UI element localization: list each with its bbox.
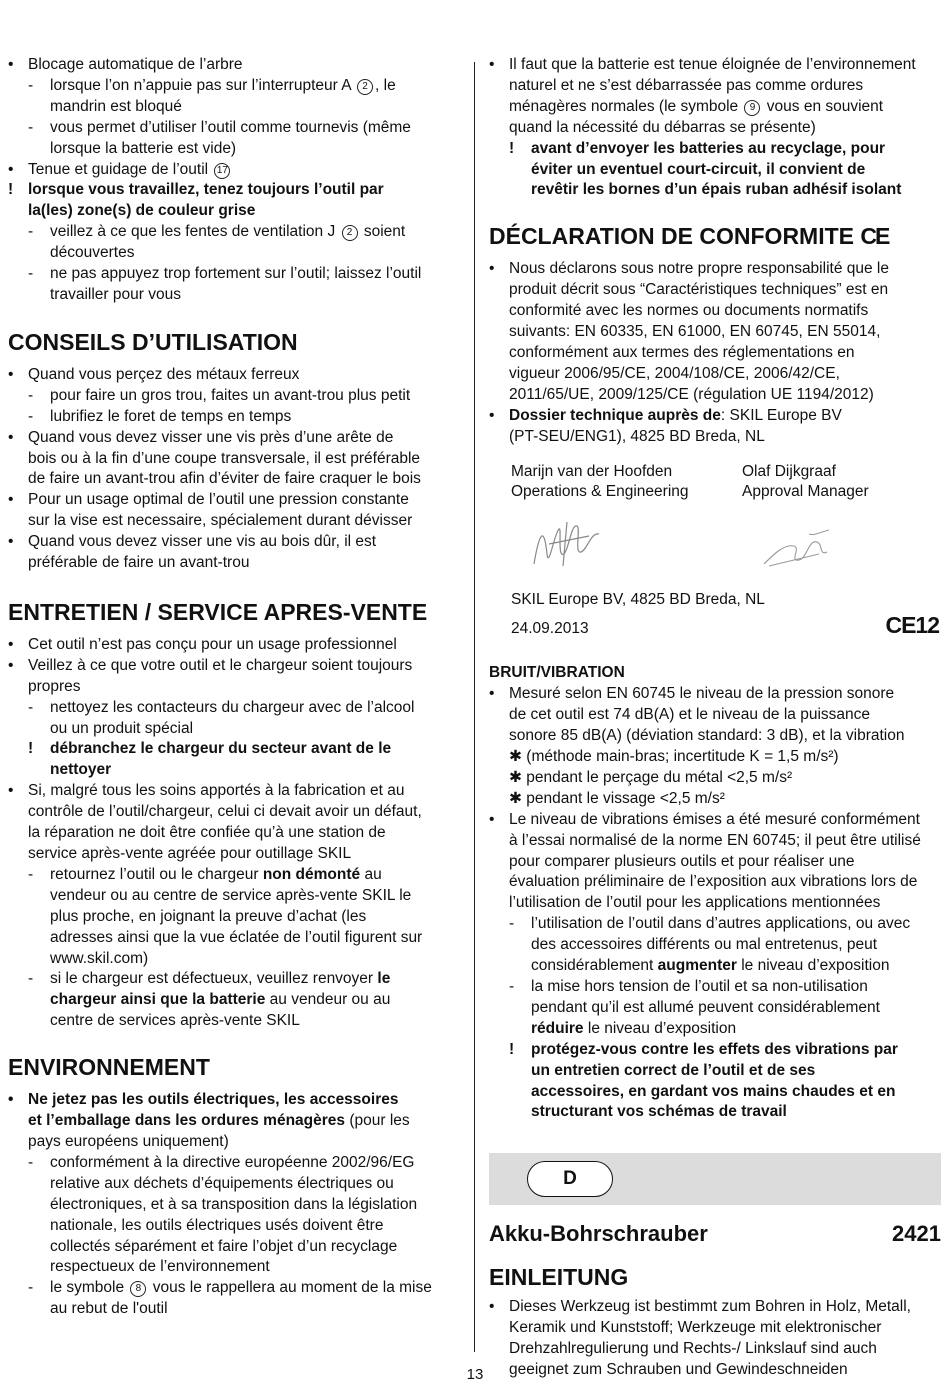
- text: la mise hors tension de l’outil et sa non-utilisation: [531, 978, 868, 995]
- date-text: 24.09.2013: [511, 620, 589, 638]
- bold-text: réduire: [531, 1019, 584, 1037]
- text: ✱ pendant le perçage du métal <2,5 m/s²: [509, 768, 793, 786]
- bold-text: augmenter: [657, 957, 737, 975]
- text: considérablement: [531, 957, 654, 975]
- text: de cet outil est 74 dB(A) et le niveau de la puissance: [509, 706, 871, 724]
- list-item: [8, 55, 460, 76]
- conseils-section: [8, 365, 460, 574]
- text: soient: [363, 223, 406, 241]
- text: Nous déclarons sous notre propre responsabilité que le: [509, 260, 889, 278]
- signatory-role: Approval Manager: [742, 483, 869, 501]
- list-item: [8, 1278, 460, 1299]
- text: Pour un usage optimal de l’outil une pression constante: [28, 491, 409, 509]
- conseils-heading: CONSEILS D’UTILISATION: [8, 328, 298, 355]
- text: www.skil.com): [50, 949, 149, 967]
- text: nettoyer: [50, 761, 112, 779]
- bruit-section: [489, 684, 941, 1123]
- environnement-section: [8, 1090, 460, 1320]
- warning-continuation: [8, 201, 460, 222]
- list-item: [8, 118, 460, 139]
- list-item-continuation: [8, 553, 460, 574]
- text: Le niveau de vibrations émises a été mesuré conformément: [509, 810, 920, 828]
- list-item: [8, 698, 460, 719]
- list-item-continuation: [489, 97, 941, 118]
- bullet-marker: •: [8, 782, 14, 800]
- list-item-continuation: [489, 1339, 941, 1360]
- text: service après-vente agréée pour outillage SKIL: [28, 845, 352, 862]
- text: débranchez le chargeur du secteur avant de le: [50, 740, 392, 758]
- warning-continuation: [8, 760, 460, 781]
- text: des accessoires différents ou mal entretenus, peut: [531, 936, 878, 954]
- list-item: [489, 810, 941, 831]
- text: (PT-SEU/ENG1), 4825 BD Breda, NL: [509, 427, 765, 445]
- text: le niveau d’exposition: [587, 1019, 737, 1037]
- list-item: [8, 428, 460, 449]
- language-label-d: D: [527, 1161, 613, 1197]
- column-divider: [474, 62, 475, 1352]
- list-item: [8, 656, 460, 677]
- text: revêtir les bornes d’un épais ruban adhésif isolant: [531, 181, 902, 199]
- signatories: [489, 462, 941, 504]
- text: , le: [375, 76, 396, 94]
- list-item: [8, 781, 460, 802]
- text: l’utilisation de l’outil dans d’autres applications, ou avec: [531, 915, 911, 933]
- list-item: [8, 1153, 460, 1174]
- list-item-continuation: [489, 280, 941, 301]
- warning-item: [489, 139, 941, 160]
- warning-item: [8, 180, 460, 201]
- text: le symbole: [50, 1279, 125, 1297]
- signatory-name: Marijn van der Hoofden: [511, 462, 673, 480]
- list-item: [8, 490, 460, 511]
- text: l’utilisation de l’outil pour les applications mentionnées: [509, 894, 881, 912]
- bullet-marker: •: [8, 533, 14, 551]
- list-item-continuation: [8, 719, 460, 740]
- text: structurant vos schémas de travail: [531, 1103, 787, 1121]
- entretien-heading: ENTRETIEN / SERVICE APRES-VENTE: [8, 598, 428, 625]
- text: Blocage automatique de l’arbre: [28, 56, 243, 73]
- list-item: [489, 406, 941, 427]
- text: à l’essai normalisé de la norme EN 60745; il peut être utilisé: [509, 831, 921, 849]
- intro-section: [8, 55, 460, 306]
- list-item-continuation: [8, 1174, 460, 1195]
- text: pays européens uniquement): [28, 1132, 229, 1150]
- text: électroniques, et à sa transposition dans la législation: [50, 1195, 418, 1213]
- text: Cet outil n’est pas conçu pour un usage professionnel: [28, 635, 397, 653]
- bullet-marker: •: [8, 365, 14, 383]
- left-column: [8, 55, 460, 1320]
- list-item-continuation: [489, 956, 941, 977]
- text: conformément à la directive européenne 2002/96/EG: [50, 1153, 415, 1171]
- text: vigueur 2006/95/CE, 2004/108/CE, 2006/42/CE,: [509, 364, 840, 382]
- text: Il faut que la batterie est tenue éloignée de l’environnement: [509, 56, 916, 73]
- bruit-heading: BRUIT/VIBRATION: [489, 664, 625, 682]
- text: de faire un avant-trou afin d’éviter de faire craquer le bois: [28, 470, 421, 488]
- dash-marker: -: [28, 865, 34, 883]
- list-item-continuation: [8, 990, 460, 1011]
- text: pendant qu’il est allumé peuvent considérablement: [531, 998, 880, 1016]
- environnement-heading: ENVIRONNEMENT: [8, 1054, 210, 1081]
- text: lorsque vous travaillez, tenez toujours l’outil par: [28, 181, 384, 199]
- list-item: [8, 222, 460, 243]
- list-item-continuation: [489, 1019, 941, 1040]
- list-item-continuation: [489, 427, 941, 448]
- dash-marker: -: [28, 76, 34, 94]
- text: Quand vous devez visser une vis près d’une arête de: [28, 428, 394, 446]
- text: ménagères normales (le symbole: [509, 97, 739, 115]
- text: nettoyez les contacteurs du chargeur avec de l’alcool: [50, 698, 415, 716]
- list-item-continuation: [8, 285, 460, 306]
- text: si le chargeur est défectueux, veuillez renvoyer: [50, 970, 374, 988]
- warning-continuation: [489, 1082, 941, 1103]
- text: ✱ pendant le vissage <2,5 m/s²: [509, 789, 725, 807]
- list-item-continuation: [489, 831, 941, 852]
- list-item-continuation: [8, 802, 460, 823]
- text: conformément aux termes des réglementations en: [509, 343, 855, 361]
- text: nationale, les outils électriques usés doivent être: [50, 1216, 384, 1234]
- text: pour comparer plusieurs outils et pour réaliser une: [509, 852, 855, 870]
- text: vous le rappellera au moment de la mise: [152, 1279, 432, 1297]
- list-item-continuation: [489, 726, 941, 747]
- list-item-continuation: [8, 1195, 460, 1216]
- list-item: [8, 160, 460, 181]
- list-item-continuation: [489, 76, 941, 97]
- list-item-continuation: [489, 705, 941, 726]
- text: geeignet zum Schrauben und Gewindeschneiden: [509, 1361, 848, 1379]
- language-band: [489, 1153, 941, 1205]
- dash-marker: -: [28, 265, 34, 283]
- ce-mark: CE: [860, 223, 889, 250]
- bullet-marker: •: [8, 1091, 14, 1109]
- list-item-continuation: [489, 364, 941, 385]
- bullet-marker: •: [489, 810, 495, 828]
- text: lubrifiez le foret de temps en temps: [50, 407, 292, 425]
- figure-ref-number: 17: [214, 163, 230, 179]
- text: sonore 85 dB(A) (déviation standard: 3 dB), et la vibration: [509, 727, 905, 745]
- page-number: 13: [466, 1366, 484, 1383]
- bullet-marker: •: [489, 260, 495, 278]
- bullet-marker: •: [8, 656, 14, 674]
- list-item-continuation: [489, 343, 941, 364]
- text: conformité avec les normes ou documents normatifs: [509, 302, 869, 320]
- bold-text: chargeur ainsi que la batterie: [50, 991, 266, 1009]
- list-item-continuation: [489, 872, 941, 893]
- list-item-continuation: [489, 747, 941, 768]
- text: relative aux déchets d’équipements électriques ou: [50, 1174, 394, 1192]
- bold-text: et l’emballage dans les ordures ménagères: [28, 1112, 346, 1130]
- text: avant d’envoyer les batteries au recyclage, pour: [531, 139, 886, 157]
- right-column: [489, 55, 941, 1381]
- list-item-continuation: [489, 322, 941, 343]
- list-item: [8, 1090, 460, 1111]
- list-item-continuation: [8, 949, 460, 970]
- bullet-marker: •: [8, 56, 14, 73]
- list-item-continuation: [489, 852, 941, 873]
- text: Mesuré selon EN 60745 le niveau de la pression sonore: [509, 685, 895, 703]
- dash-marker: -: [28, 698, 34, 716]
- text: respectueux de l’environnement: [50, 1258, 270, 1276]
- list-item: [8, 76, 460, 97]
- address-text: SKIL Europe BV, 4825 BD Breda, NL: [511, 590, 765, 608]
- dash-marker: -: [28, 407, 34, 425]
- text: Dieses Werkzeug ist bestimmt zum Bohren in Holz, Metall,: [509, 1298, 911, 1316]
- list-item-continuation: [8, 823, 460, 844]
- list-item-continuation: [489, 789, 941, 810]
- bullet-marker: •: [8, 635, 14, 653]
- list-item: [489, 1297, 941, 1318]
- text: préférable de faire un avant-trou: [28, 554, 250, 572]
- list-item: [8, 532, 460, 553]
- text: vous en souvient: [766, 97, 884, 115]
- list-item-continuation: [8, 511, 460, 532]
- warning-marker: !: [8, 181, 14, 199]
- bullet-marker: •: [8, 491, 14, 509]
- text: (pour les: [349, 1112, 410, 1130]
- text: Keramik und Kunststoff; Werkzeuge mit elektronischer: [509, 1319, 882, 1337]
- product-model: 2421: [892, 1221, 941, 1247]
- list-item-continuation: [489, 385, 941, 406]
- list-item-continuation: [8, 1216, 460, 1237]
- text: 2011/65/UE, 2009/125/CE (régulation UE 1194/2012): [509, 385, 874, 403]
- text: au: [364, 865, 382, 883]
- signature-1-image: [529, 514, 609, 574]
- battery-section: [489, 55, 941, 201]
- list-item-continuation: [489, 998, 941, 1019]
- text: Drehzahlregulierung und Rechts-/ Linkslauf sind auch: [509, 1340, 877, 1358]
- bullet-marker: •: [489, 685, 495, 703]
- text: Veillez à ce que votre outil et le chargeur soient toujours: [28, 656, 413, 674]
- product-title: Akku-Bohrschrauber: [489, 1221, 708, 1247]
- warning-marker: !: [509, 1040, 515, 1058]
- text: au rebut de l'outil: [50, 1300, 168, 1318]
- text: vendeur ou au centre de service après-vente SKIL le: [50, 886, 412, 904]
- figure-ref-number: 9: [744, 100, 760, 116]
- text: au vendeur ou au: [269, 991, 391, 1009]
- text: adresses ainsi que la vue éclatée de l’outil figurent sur: [50, 928, 423, 946]
- text: découvertes: [50, 244, 135, 262]
- text: suivants: EN 60335, EN 61000, EN 60745, EN 55014,: [509, 323, 881, 341]
- list-item: [489, 977, 941, 998]
- list-item: [8, 407, 460, 428]
- text: lorsque la batterie est vide): [50, 139, 237, 157]
- list-item-continuation: [8, 1237, 460, 1258]
- signature-2-image: [759, 524, 839, 574]
- warning-continuation: [489, 1102, 941, 1123]
- bold-text: Dossier technique auprès de: [509, 406, 721, 424]
- text: Tenue et guidage de l’outil: [28, 160, 209, 178]
- text: mandrin est bloqué: [50, 97, 182, 115]
- list-item-continuation: [8, 243, 460, 264]
- text: lorsque l’on n’appuie pas sur l’interrupteur A: [50, 76, 351, 94]
- text: Quand vous devez visser une vis au bois dûr, il est: [28, 533, 377, 551]
- text: bois ou à la fin d’une coupe transversale, il est préférable: [28, 449, 421, 467]
- bold-text: le: [377, 970, 391, 988]
- figure-ref-number: 8: [130, 1281, 146, 1297]
- text: produit décrit sous “Caractéristiques techniques” est en: [509, 281, 889, 299]
- text: la réparation ne doit être confiée qu’à une station de: [28, 824, 386, 842]
- list-item: [8, 365, 460, 386]
- figure-ref-number: 2: [357, 79, 373, 95]
- list-item: [489, 684, 941, 705]
- text: pour faire un gros trou, faites un avant-trou plus petit: [50, 386, 411, 404]
- dash-marker: -: [28, 970, 34, 988]
- bullet-marker: •: [489, 1298, 495, 1316]
- warning-item: [8, 739, 460, 760]
- list-item: [489, 55, 941, 76]
- date-row: [489, 612, 941, 643]
- heading-text: DÉCLARATION DE CONFORMITE: [489, 223, 855, 250]
- text: la(les) zone(s) de couleur grise: [28, 202, 256, 220]
- text: Quand vous perçez des métaux ferreux: [28, 365, 300, 383]
- list-item-continuation: [489, 935, 941, 956]
- list-item: [489, 259, 941, 280]
- text: vous permet d’utiliser l’outil comme tournevis (même: [50, 118, 411, 136]
- signature-images: [489, 504, 941, 588]
- text: veillez à ce que les fentes de ventilation J: [50, 223, 336, 241]
- text: éviter un eventuel court-circuit, il convient de: [531, 160, 866, 178]
- text: le niveau d’exposition: [741, 957, 890, 975]
- text: contrôle de l’outil/chargeur, celui ci devait avoir un défaut,: [28, 803, 422, 821]
- text: évaluation préliminaire de l’exposition aux vibrations lors de: [509, 873, 918, 891]
- list-item-continuation: [8, 1299, 460, 1320]
- einleitung-heading: EINLEITUNG: [489, 1264, 629, 1291]
- list-item-continuation: [8, 1111, 460, 1132]
- bold-text: non démonté: [262, 865, 361, 883]
- text: accessoires, en gardant vos mains chaudes et en: [531, 1082, 896, 1100]
- list-item: [8, 635, 460, 656]
- bullet-marker: •: [8, 428, 14, 446]
- text: protégez-vous contre les effets des vibrations par: [531, 1040, 898, 1058]
- dash-marker: -: [509, 978, 515, 995]
- text: : SKIL Europe BV: [720, 406, 842, 424]
- warning-continuation: [489, 1061, 941, 1082]
- list-item-continuation: [489, 118, 941, 139]
- warning-marker: !: [509, 139, 515, 157]
- warning-item: [489, 1040, 941, 1061]
- dash-marker: -: [28, 223, 34, 241]
- text: quand la nécessité du débarras se présente): [509, 118, 816, 136]
- signatory-2: [742, 462, 869, 504]
- dash-marker: -: [28, 1153, 34, 1171]
- list-item-continuation: [489, 893, 941, 914]
- ce12-mark: CE12: [885, 612, 939, 639]
- list-item-continuation: [8, 1132, 460, 1153]
- figure-ref-number: 2: [342, 225, 358, 241]
- list-item-continuation: [8, 469, 460, 490]
- text: collectés séparément et faire l’objet d’un recyclage: [50, 1237, 398, 1255]
- list-item-continuation: [8, 907, 460, 928]
- bullet-marker: •: [489, 56, 495, 73]
- text: ne pas appuyez trop fortement sur l’outil; laissez l’outil: [50, 265, 422, 283]
- dash-marker: -: [28, 118, 34, 136]
- dash-marker: -: [28, 386, 34, 404]
- dash-marker: -: [509, 915, 515, 933]
- warning-marker: !: [28, 740, 34, 758]
- list-item: [8, 865, 460, 886]
- list-item-continuation: [8, 844, 460, 865]
- list-item: [8, 969, 460, 990]
- warning-continuation: [489, 180, 941, 201]
- list-item-continuation: [489, 1318, 941, 1339]
- signatory-1: [511, 462, 689, 504]
- signatory-name: Olaf Dijkgraaf: [742, 462, 836, 480]
- text: un entretien correct de l’outil et de ses: [531, 1061, 816, 1079]
- text: ou un produit spécial: [50, 719, 194, 737]
- bullet-marker: •: [489, 406, 495, 424]
- list-item-continuation: [8, 928, 460, 949]
- text: plus proche, en joignant la preuve d’achat (les: [50, 907, 367, 925]
- product-title-row: [489, 1221, 941, 1251]
- text: ✱ (méthode main-bras; incertitude K = 1,5 m/s²): [509, 748, 839, 766]
- warning-continuation: [489, 160, 941, 181]
- list-item-continuation: [8, 97, 460, 118]
- text: Si, malgré tous les soins apportés à la fabrication et au: [28, 782, 405, 800]
- list-item-continuation: [8, 886, 460, 907]
- bullet-marker: •: [8, 160, 14, 178]
- text: centre de services après-vente SKIL: [50, 1012, 300, 1030]
- text: naturel et ne s’est débarrassée pas comme ordures: [509, 76, 864, 94]
- list-item-continuation: [8, 677, 460, 698]
- list-item: [489, 914, 941, 935]
- list-item: [8, 264, 460, 285]
- text: propres: [28, 677, 81, 695]
- text: sur la vise est necessaire, spécialement durant dévisser: [28, 512, 413, 530]
- list-item: [8, 386, 460, 407]
- list-item-continuation: [8, 1011, 460, 1032]
- list-item-continuation: [8, 1257, 460, 1278]
- list-item-continuation: [8, 449, 460, 470]
- entretien-section: [8, 635, 460, 1032]
- list-item-continuation: [489, 768, 941, 789]
- signatory-role: Operations & Engineering: [511, 483, 689, 501]
- text: retournez l’outil ou le chargeur: [50, 865, 259, 883]
- declaration-heading: [489, 222, 941, 250]
- text: Ne jetez pas les outils électriques, les accessoires: [28, 1091, 399, 1109]
- declaration-section: [489, 259, 941, 643]
- text: travailler pour vous: [50, 285, 181, 303]
- dash-marker: -: [28, 1279, 34, 1297]
- list-item-continuation: [489, 301, 941, 322]
- list-item-continuation: [8, 139, 460, 160]
